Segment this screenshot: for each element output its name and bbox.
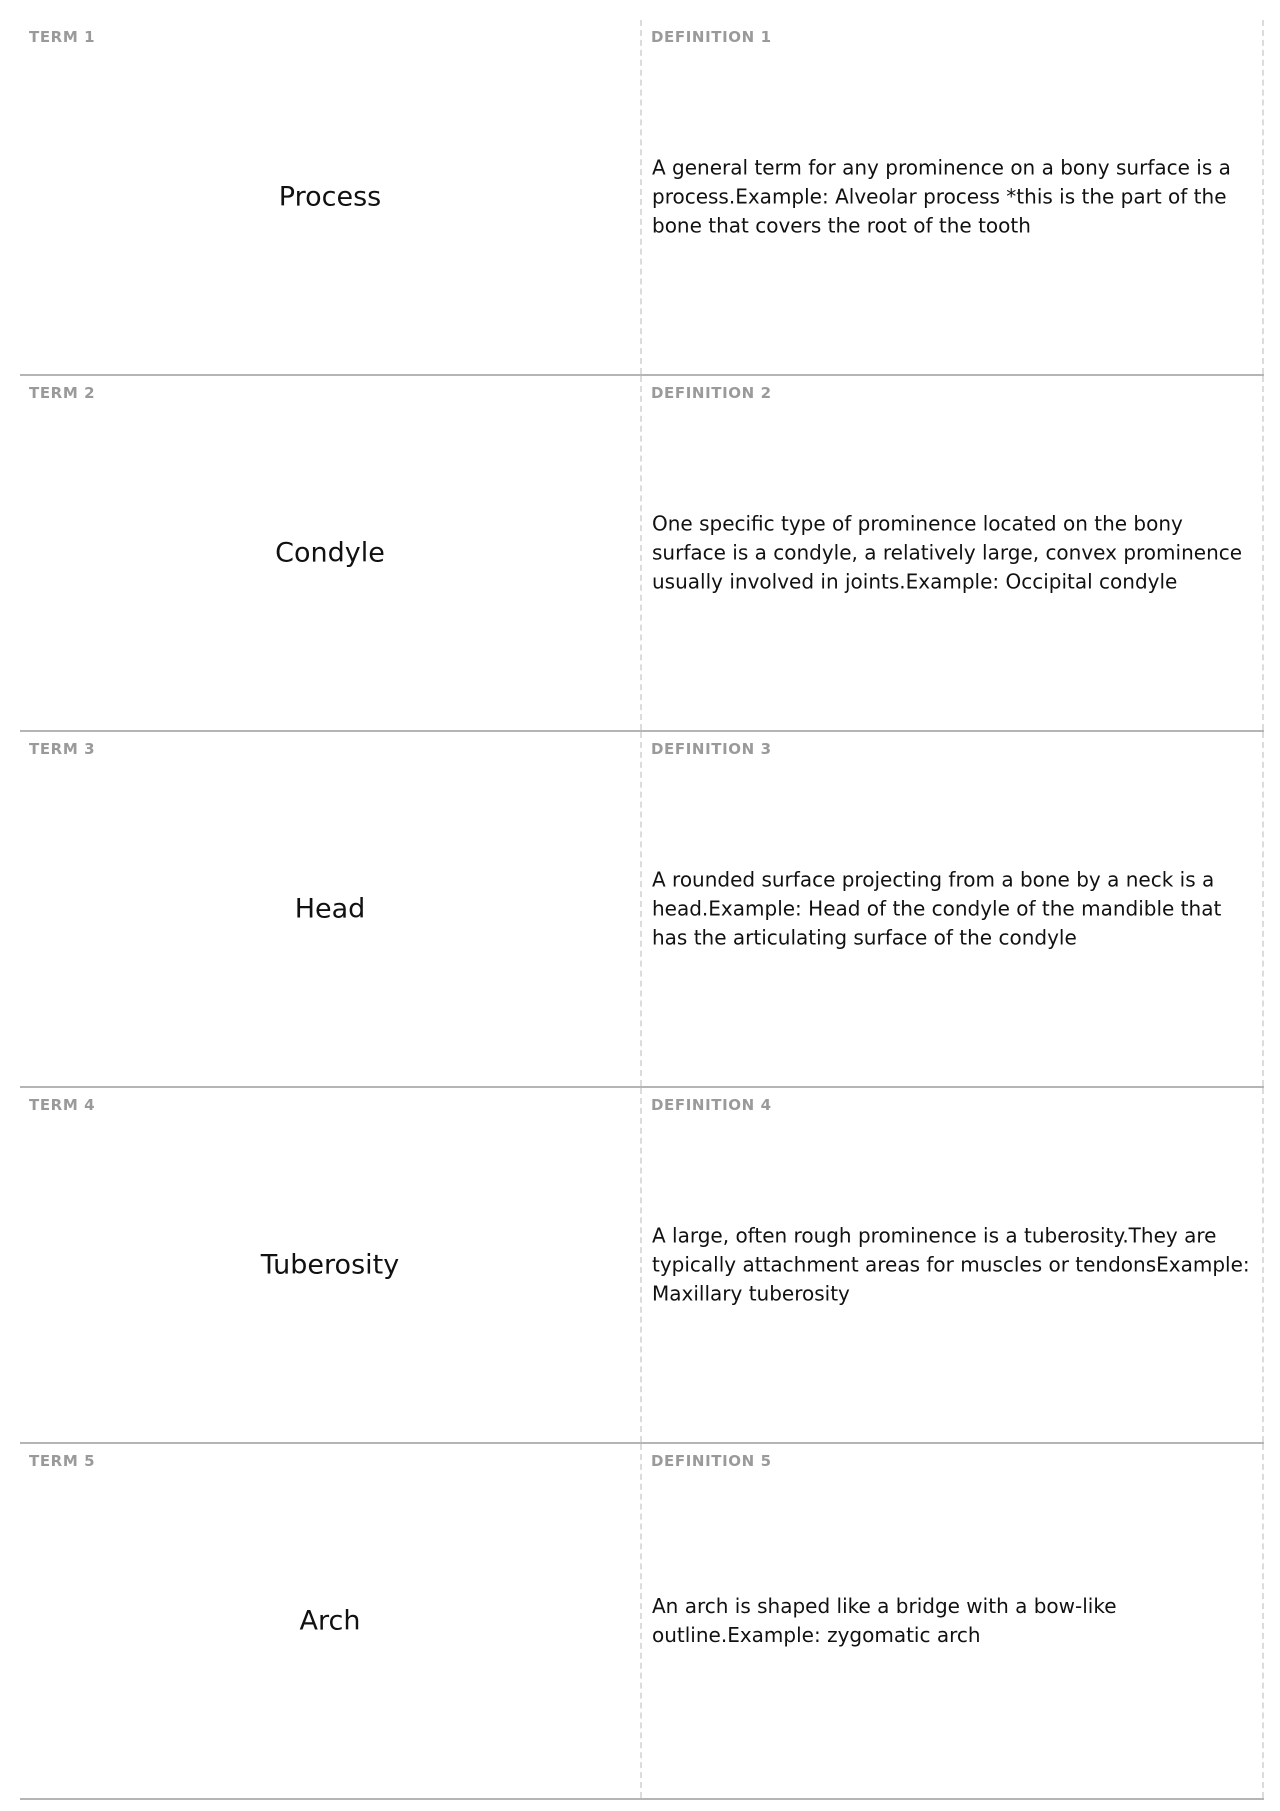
- definition-text: A rounded surface projecting from a bone by a neck is a head.Example: Head of the condyle of the mandible that has the articulating surface of the condyle: [652, 867, 1222, 950]
- term-label: TERM 1: [29, 28, 96, 46]
- term-text: Arch: [299, 1605, 361, 1637]
- definition-label: DEFINITION 2: [651, 384, 772, 402]
- definition-card: [642, 376, 1264, 730]
- term-label: TERM 2: [29, 384, 96, 402]
- term-text: Condyle: [275, 537, 385, 569]
- term-text: Process: [278, 181, 382, 213]
- definition-text: One specific type of prominence located on the bony surface is a condyle, a relatively large, convex prominence usually involved in joints.Example: Occipital condyle: [652, 511, 1243, 594]
- definition-card: [642, 1444, 1264, 1798]
- definition-text: An arch is shaped like a bridge with a bow-like outline.Example: zygomatic arch: [652, 1594, 1117, 1647]
- term-label: TERM 5: [29, 1452, 96, 1470]
- definition-card: [642, 1088, 1264, 1442]
- term-card: [20, 1088, 642, 1442]
- definition-label: DEFINITION 1: [651, 28, 772, 46]
- term-text: Head: [294, 893, 366, 925]
- definition-text: A general term for any prominence on a bony surface is a process.Example: Alveolar process *this is the part of the bone that covers the root of the tooth: [652, 155, 1231, 238]
- term-card: [20, 1444, 642, 1798]
- flashcard-row: [20, 1444, 1264, 1800]
- flashcard-row: [20, 732, 1264, 1088]
- flashcard-row: [20, 20, 1264, 376]
- term-label: TERM 3: [29, 740, 96, 758]
- term-label: TERM 4: [29, 1096, 96, 1114]
- term-card: [20, 20, 642, 374]
- definition-label: DEFINITION 4: [651, 1096, 772, 1114]
- definition-card: [642, 20, 1264, 374]
- definition-label: DEFINITION 5: [651, 1452, 772, 1470]
- term-card: [20, 376, 642, 730]
- term-text: Tuberosity: [260, 1249, 400, 1281]
- definition-card: [642, 732, 1264, 1086]
- flashcard-sheet: [20, 20, 1264, 1800]
- definition-label: DEFINITION 3: [651, 740, 772, 758]
- flashcard-row: [20, 376, 1264, 732]
- flashcard-row: [20, 1088, 1264, 1444]
- term-card: [20, 732, 642, 1086]
- definition-text: A large, often rough prominence is a tuberosity.They are typically attachment areas for muscles or tendonsExample: Maxillary tuberosity: [652, 1223, 1250, 1306]
